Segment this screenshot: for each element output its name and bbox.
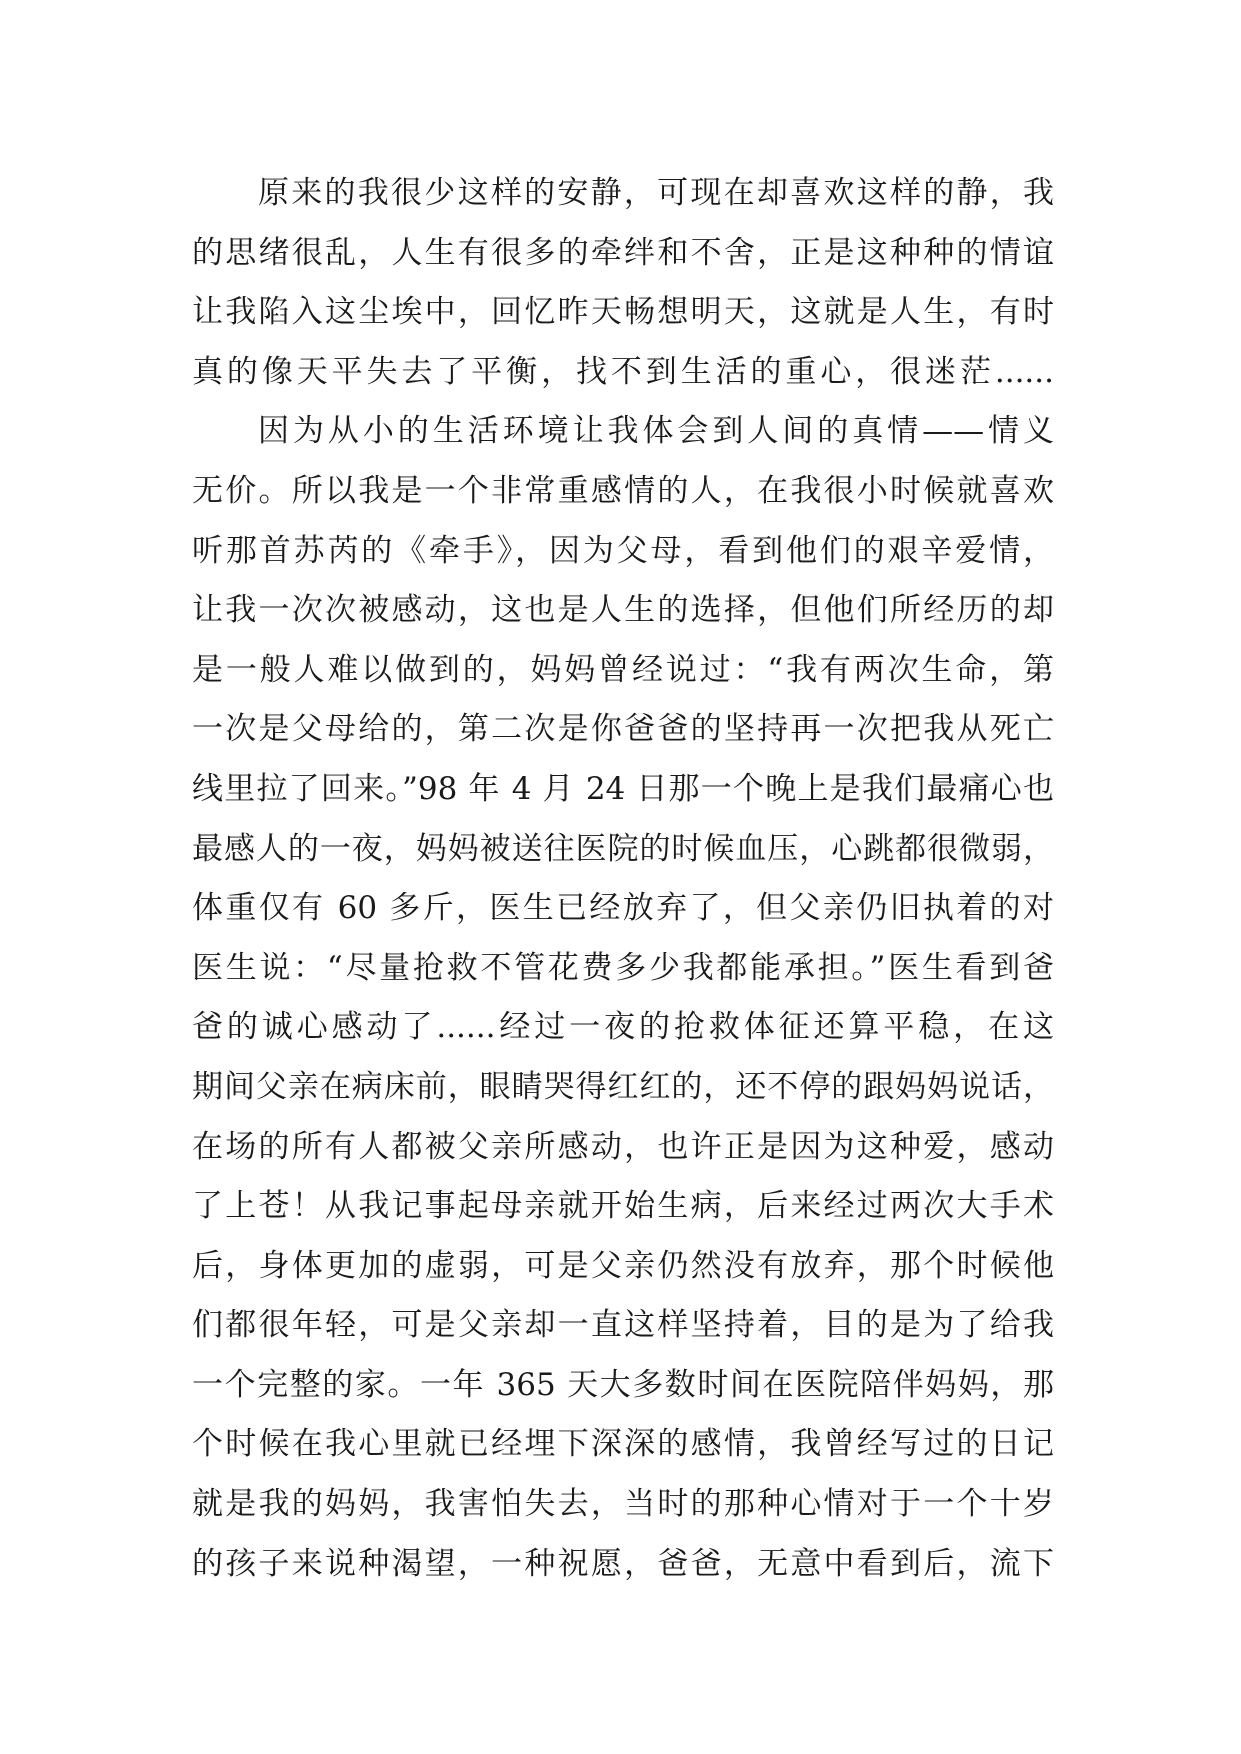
paragraph-2-line: 是一般人难以做到的，妈妈曾经说过：“我有两次生命，第 [192, 651, 1054, 688]
paragraph-1-line: 让我陷入这尘埃中，回忆昨天畅想明天，这就是人生，有时 [192, 294, 1054, 331]
paragraph-2-line: 个时候在我心里就已经埋下深深的感情，我曾经写过的日记 [192, 1426, 1054, 1463]
paragraph-2-line: 医生说：“尽量抢救不管花费多少我都能承担。”医生看到爸 [192, 949, 1054, 986]
paragraph-2-line: 后，身体更加的虚弱，可是父亲仍然没有放弃，那个时候他 [192, 1247, 1054, 1284]
paragraph-2-line: 线里拉了回来。”98 年 4 月 24 日那一个晚上是我们最痛心也 [192, 770, 1054, 807]
paragraph-2-line: 期间父亲在病床前，眼睛哭得红红的，还不停的跟妈妈说话， [192, 1068, 1054, 1105]
paragraph-2-line: 的孩子来说种渴望，一种祝愿，爸爸，无意中看到后，流下 [192, 1545, 1054, 1582]
body-text [192, 164, 1054, 1594]
paragraph-1-line: 真的像天平失去了平衡，找不到生活的重心，很迷茫...... [192, 353, 1054, 390]
paragraph-2-line: 听那首苏芮的《牵手》，因为父母，看到他们的艰辛爱情， [192, 532, 1054, 569]
paragraph-2-line: 最感人的一夜，妈妈被送往医院的时候血压，心跳都很微弱， [192, 830, 1054, 867]
paragraph-2-line: 因为从小的生活环境让我体会到人间的真情——情义 [258, 413, 1054, 450]
paragraph-2-line: 了上苍！从我记事起母亲就开始生病，后来经过两次大手术 [192, 1188, 1054, 1225]
paragraph-2-line: 一次是父母给的，第二次是你爸爸的坚持再一次把我从死亡 [192, 711, 1054, 748]
paragraph-2-line: 一个完整的家。一年 365 天大多数时间在医院陪伴妈妈，那 [192, 1366, 1054, 1403]
paragraph-2-line: 无价。所以我是一个非常重感情的人，在我很小时候就喜欢 [192, 472, 1054, 509]
paragraph-2-line: 就是我的妈妈，我害怕失去，当时的那种心情对于一个十岁 [192, 1486, 1054, 1523]
paragraph-2-line: 体重仅有 60 多斤，医生已经放弃了，但父亲仍旧执着的对 [192, 890, 1054, 927]
paragraph-2-line: 让我一次次被感动，这也是人生的选择，但他们所经历的却 [192, 592, 1054, 629]
paragraph-2-line: 在场的所有人都被父亲所感动，也许正是因为这种爱，感动 [192, 1128, 1054, 1165]
paragraph-2-line: 爸的诚心感动了......经过一夜的抢救体征还算平稳，在这 [192, 1009, 1054, 1046]
paragraph-2-line: 们都很年轻，可是父亲却一直这样坚持着，目的是为了给我 [192, 1307, 1054, 1344]
paragraph-1-line: 的思绪很乱，人生有很多的牵绊和不舍，正是这种种的情谊 [192, 234, 1054, 271]
paragraph-1-line: 原来的我很少这样的安静，可现在却喜欢这样的静，我 [258, 175, 1054, 211]
